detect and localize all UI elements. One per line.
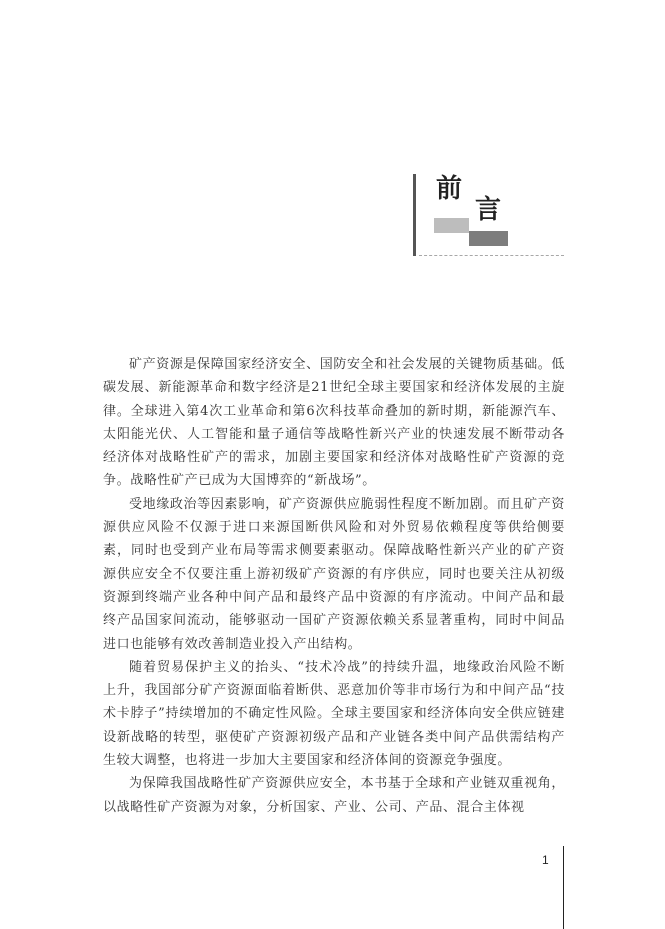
title-decoration-light-block bbox=[434, 218, 469, 233]
paragraph: 受地缘政治等因素影响，矿产资源供应脆弱性程度不断加剧。而且矿产资源供应风险不仅源于进口来源国断供风险和对外贸易依赖程度等供给侧要素，同时也受到产业布局等需求侧要素驱动。保障战略性新兴产业的矿产资源供应安全不仅要注重上游初级矿产资源的有序供应，同时也要关注从初级资源到终端产业各种中间产品和最终产品中资源的有序流动。中间产品和最终产品国家间流动，能够驱动一国矿产资源依赖关系显著重构，同时中间品进口也能够有效改善制造业投入产出结构。 bbox=[103, 496, 565, 652]
body-text bbox=[103, 353, 565, 819]
title-decoration-dark-block bbox=[469, 231, 508, 246]
page-title-first-char: 前 bbox=[436, 174, 463, 204]
title-vertical-bar bbox=[413, 174, 416, 256]
title-dashed-rule bbox=[419, 255, 564, 256]
page-number: 1 bbox=[542, 853, 549, 867]
page-title-second-char: 言 bbox=[475, 195, 502, 225]
footer-vertical-rule bbox=[563, 846, 564, 929]
paragraph: 矿产资源是保障国家经济安全、国防安全和社会发展的关键物质基础。低碳发展、新能源革命和数字经济是21世纪全球主要国家和经济体发展的主旋律。全球进入第4次工业革命和第6次科技革命叠加的新时期，新能源汽车、太阳能光伏、人工智能和量子通信等战略性新兴产业的快速发展不断带动各经济体对战略性矿产的需求，加剧主要国家和经济体对战略性矿产资源的竞争。战略性矿产已成为大国博弈的“新战场”。 bbox=[103, 357, 565, 489]
paragraph: 随着贸易保护主义的抬头、“技术冷战”的持续升温，地缘政治风险不断上升，我国部分矿产资源面临着断供、恶意加价等非市场行为和中间产品“技术卡脖子”持续增加的不确定性风险。全球主要国家和经济体向安全供应链建设新战略的转型，驱使矿产资源初级产品和产业链各类中间产品供需结构产生较大调整，也将进一步加大主要国家和经济体间的资源竞争强度。 bbox=[103, 659, 565, 769]
paragraph: 为保障我国战略性矿产资源供应安全，本书基于全球和产业链双重视角，以战略性矿产资源为对象，分析国家、产业、公司、产品、混合主体视 bbox=[103, 776, 565, 815]
